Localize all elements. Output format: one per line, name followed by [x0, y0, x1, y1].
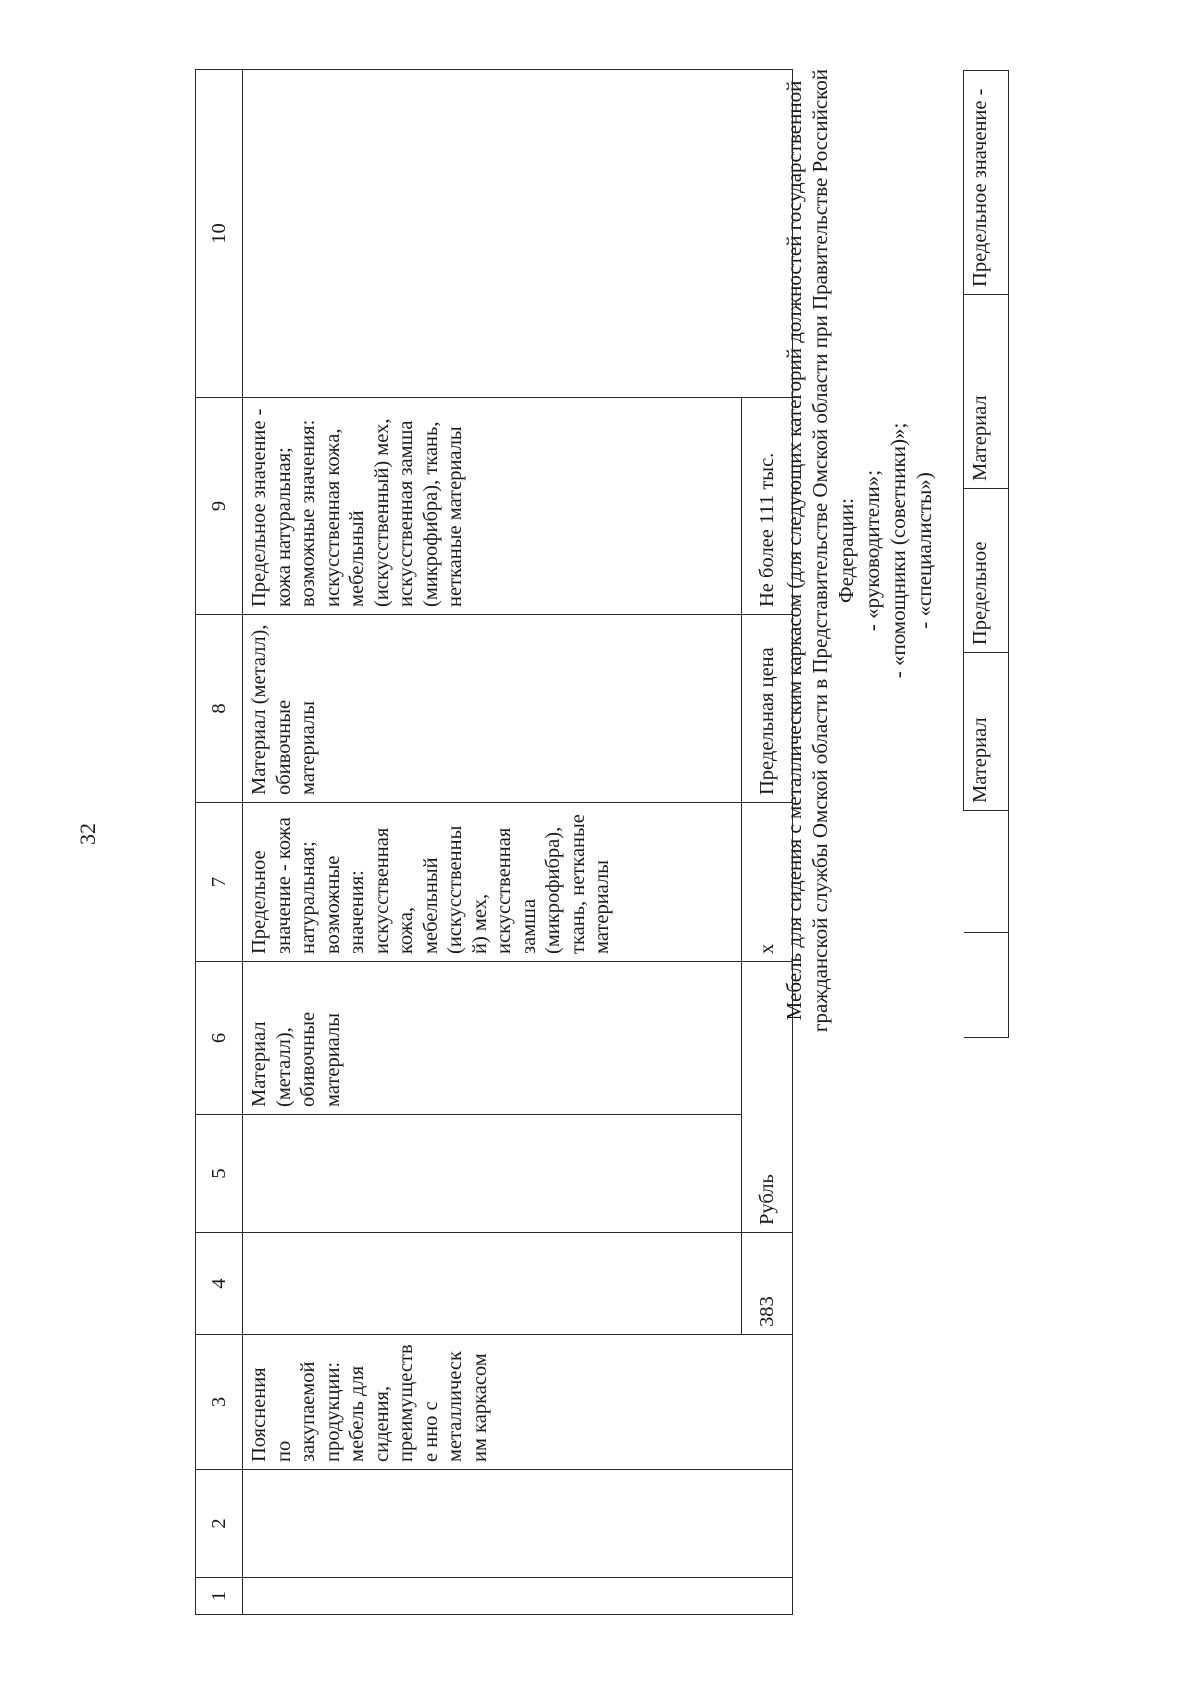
continuation-table: [963, 70, 1009, 1038]
cell-col10: [243, 70, 793, 398]
column-number: 7: [196, 803, 243, 962]
price-value-cell: Не более 111 тыс.: [742, 398, 793, 615]
cell-col1: [243, 1578, 793, 1615]
specification-table: [195, 69, 793, 1615]
caption-item: - «специалисты»): [912, 472, 936, 629]
rotated-page-content: [195, 70, 1035, 1615]
column-number: 8: [196, 615, 243, 803]
section-caption: [781, 63, 937, 1038]
characteristic-cell: Материал: [964, 653, 1009, 811]
price-mark-cell: х: [742, 803, 793, 962]
okei-code-cell: 383: [742, 1233, 793, 1335]
table-header-row: [196, 70, 243, 1615]
characteristic-cell: Материал: [964, 294, 1009, 488]
characteristic-value-cell: Предельное значение - кожа натуральная; возможные значения: искусственная кожа, мебельный (искусственны й) мех, искусственная замша (микрофибра), ткань, нетканые материалы: [243, 803, 742, 962]
characteristic-cell: Материал (металл), обивочные материалы: [243, 962, 742, 1115]
column-number: 4: [196, 1233, 243, 1335]
cell-col5: [243, 1115, 742, 1233]
characteristic-value-cell: Предельное: [964, 489, 1009, 653]
column-number: 10: [196, 70, 243, 398]
characteristic-cell: Материал (металл), обивочные материалы: [243, 615, 742, 803]
table-row: [243, 70, 742, 1615]
caption-item: - «помощники (советники)»;: [886, 422, 910, 679]
characteristic-value-cell: Предельное значение - кожа натуральная; возможные значения: искусственная кожа, мебельный (искусственный) мех, искусственная замша (микрофибра), ткань, нетканые материалы: [243, 398, 742, 615]
price-label-cell: Предельная цена: [742, 615, 793, 803]
cell-col5: [964, 810, 1009, 932]
column-number: 6: [196, 962, 243, 1115]
column-number: 2: [196, 1470, 243, 1578]
product-explanation-cell: Пояснения по закупаемой продукции: мебель для сидения, преимуществе нно с металлическим каркасом: [243, 1335, 793, 1470]
unit-cell: Рубль: [742, 962, 793, 1233]
cell-col4: [964, 932, 1009, 1037]
column-number: 1: [196, 1578, 243, 1615]
characteristic-value-cell: Предельное значение -: [964, 71, 1009, 295]
table-row: [964, 71, 1009, 1038]
column-number: 5: [196, 1115, 243, 1233]
cell-col4: [243, 1233, 742, 1335]
column-number: 9: [196, 398, 243, 615]
column-number: 3: [196, 1335, 243, 1470]
cell-col2: [243, 1470, 793, 1578]
page-number: 32: [75, 823, 100, 845]
caption-text: Мебель для сидения с металлическим каркасом (для следующих категорий должностей государственной гражданской службы Омской области в Представительстве Омской области при Правительстве Российской Федерации:: [782, 68, 858, 1033]
caption-item: - «руководители»;: [860, 469, 884, 632]
